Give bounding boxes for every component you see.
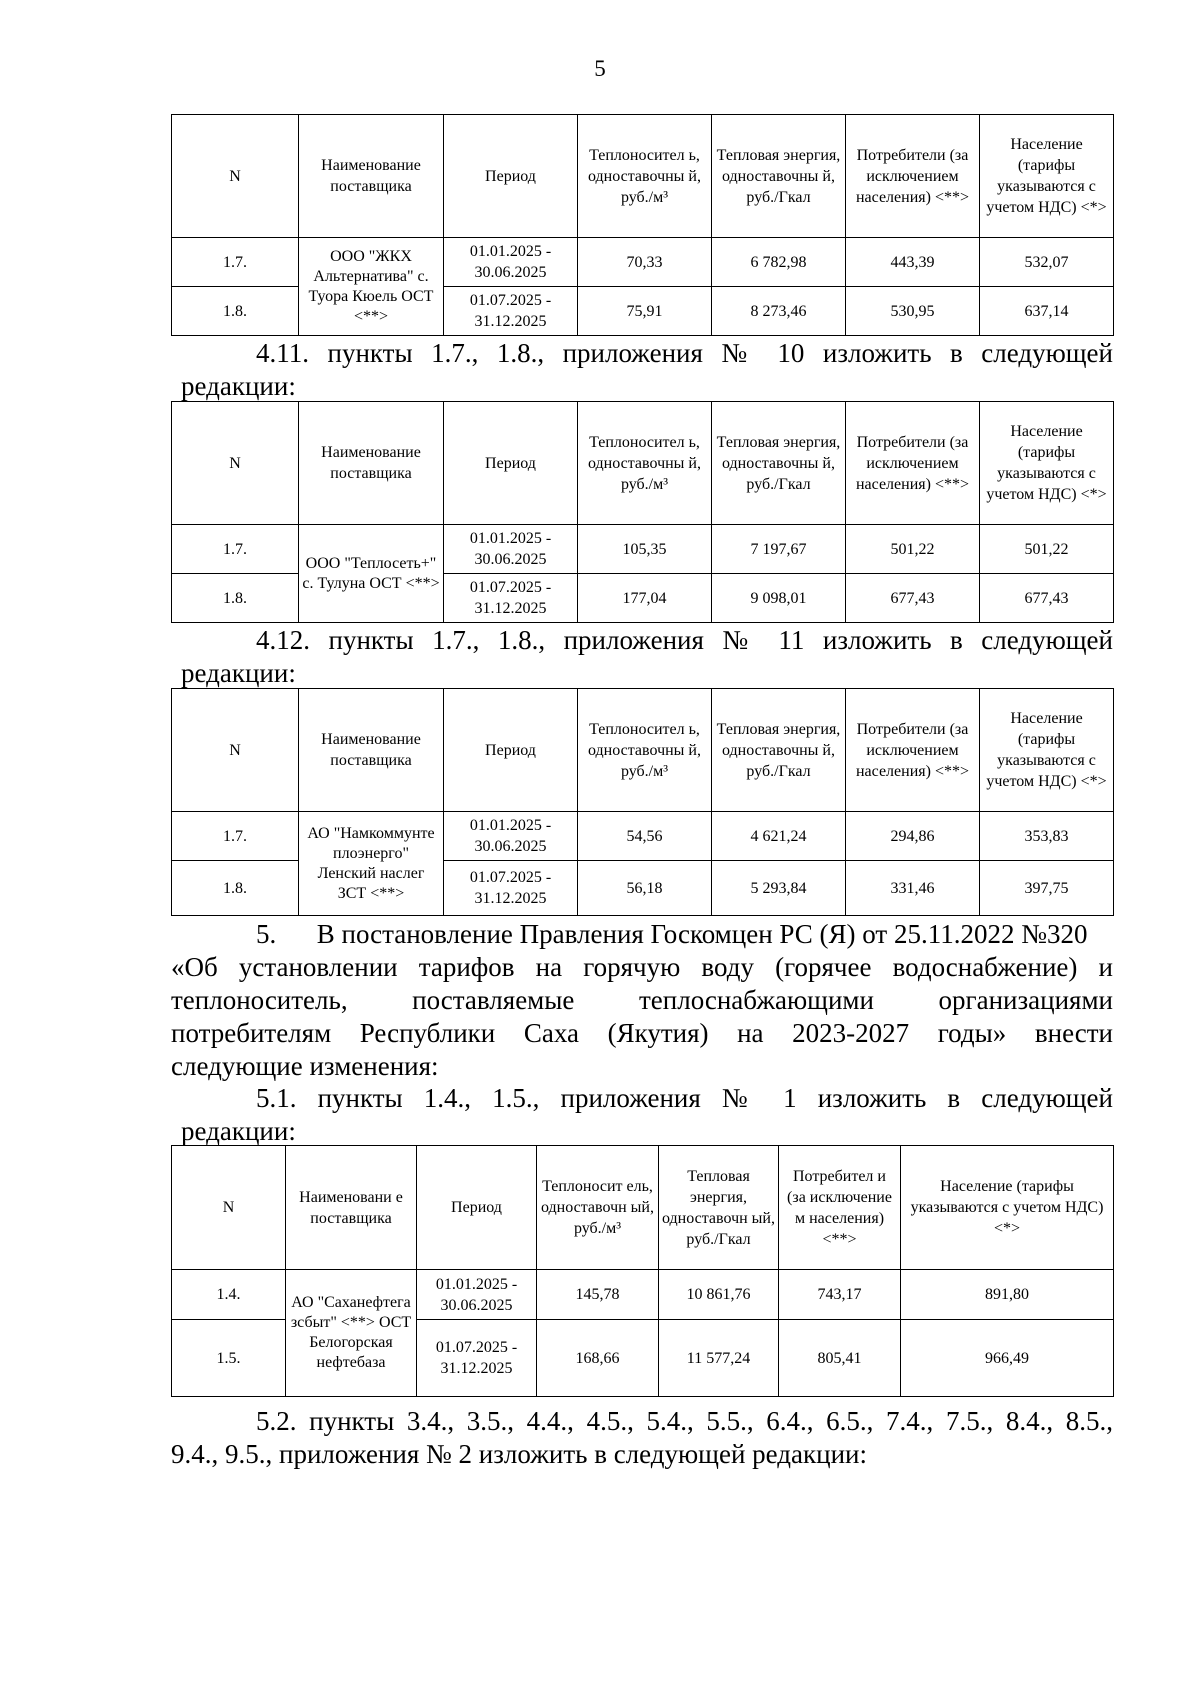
cell-supplier: АО "Намкоммунте плоэнерго" Ленский наслег ЗСТ <**> <box>299 812 444 916</box>
paragraph-line: редакции: <box>181 371 296 401</box>
paragraph-5-2 <box>171 1405 1113 1471</box>
cell-population: 677,43 <box>980 574 1114 623</box>
paragraph-line: 5.1. пункты 1.4., 1.5., приложения № 1 изложить в следующей <box>256 1083 1113 1113</box>
cell-heat-carrier: 70,33 <box>578 238 712 287</box>
tariff-table-3 <box>171 688 1114 916</box>
cell-period: 01.07.2025 - 31.12.2025 <box>444 861 578 916</box>
col-header-population: Население (тарифы указываются с учетом НДС) <*> <box>980 689 1114 812</box>
cell-heat-carrier: 168,66 <box>537 1320 659 1397</box>
cell-n: 1.8. <box>172 287 299 336</box>
col-header-n: N <box>172 689 299 812</box>
table-row <box>172 812 1114 861</box>
cell-consumers: 331,46 <box>846 861 980 916</box>
paragraph-line: следующие изменения: <box>171 1051 439 1081</box>
cell-n: 1.7. <box>172 525 299 574</box>
paragraph-line: «Об установлении тарифов на горячую воду (горячее водоснабжение) и <box>171 952 1113 982</box>
col-header-supplier: Наименование поставщика <box>299 115 444 238</box>
col-header-consumers: Потребител и (за исключение м населения) <**> <box>779 1146 901 1270</box>
paragraph-4-12 <box>171 624 1113 690</box>
cell-population: 532,07 <box>980 238 1114 287</box>
cell-period: 01.07.2025 - 31.12.2025 <box>417 1320 537 1397</box>
col-header-n: N <box>172 115 299 238</box>
col-header-heat-energy: Тепловая энергия, одноставочны й, руб./Гкал <box>712 402 846 525</box>
cell-supplier: ООО "ЖКХ Альтернатива" с. Туора Кюель ОСТ <**> <box>299 238 444 336</box>
cell-n: 1.8. <box>172 574 299 623</box>
col-header-heat-energy: Тепловая энергия, одноставочн ый, руб./Гкал <box>659 1146 779 1270</box>
table-header-row <box>172 115 1114 238</box>
cell-heat-energy: 5 293,84 <box>712 861 846 916</box>
table-header-row <box>172 402 1114 525</box>
col-header-heat-carrier: Теплоносит ель, одноставочн ый, руб./м³ <box>537 1146 659 1270</box>
col-header-period: Период <box>444 115 578 238</box>
col-header-consumers: Потребители (за исключением населения) <**> <box>846 402 980 525</box>
cell-period: 01.01.2025 - 30.06.2025 <box>417 1270 537 1320</box>
cell-heat-carrier: 105,35 <box>578 525 712 574</box>
table-row <box>172 238 1114 287</box>
cell-population: 353,83 <box>980 812 1114 861</box>
cell-heat-energy: 10 861,76 <box>659 1270 779 1320</box>
cell-n: 1.7. <box>172 812 299 861</box>
col-header-n: N <box>172 402 299 525</box>
cell-period: 01.01.2025 - 30.06.2025 <box>444 525 578 574</box>
paragraph-line: теплоноситель, поставляемые теплоснабжающими организациями <box>171 985 1113 1015</box>
paragraph-4-11 <box>171 337 1113 403</box>
cell-n: 1.5. <box>172 1320 286 1397</box>
cell-heat-carrier: 177,04 <box>578 574 712 623</box>
col-header-period: Период <box>444 402 578 525</box>
cell-heat-carrier: 75,91 <box>578 287 712 336</box>
paragraph-5-1 <box>171 1082 1113 1148</box>
cell-consumers: 443,39 <box>846 238 980 287</box>
cell-population: 637,14 <box>980 287 1114 336</box>
cell-heat-energy: 4 621,24 <box>712 812 846 861</box>
cell-n: 1.7. <box>172 238 299 287</box>
paragraph-line: 9.4., 9.5., приложения № 2 изложить в следующей редакции: <box>171 1439 867 1469</box>
col-header-period: Период <box>444 689 578 812</box>
cell-n: 1.4. <box>172 1270 286 1320</box>
cell-consumers: 677,43 <box>846 574 980 623</box>
cell-heat-energy: 9 098,01 <box>712 574 846 623</box>
paragraph-line: 5.2. пункты 3.4., 3.5., 4.4., 4.5., 5.4., 5.5., 6.4., 6.5., 7.4., 7.5., 8.4., 8.5., <box>256 1406 1113 1436</box>
table-row <box>172 1270 1114 1320</box>
col-header-population: Население (тарифы указываются с учетом НДС) <*> <box>980 402 1114 525</box>
cell-consumers: 501,22 <box>846 525 980 574</box>
col-header-consumers: Потребители (за исключением населения) <**> <box>846 115 980 238</box>
cell-population: 966,49 <box>901 1320 1114 1397</box>
cell-heat-energy: 11 577,24 <box>659 1320 779 1397</box>
cell-n: 1.8. <box>172 861 299 916</box>
table-header-row <box>172 1146 1114 1270</box>
cell-period: 01.01.2025 - 30.06.2025 <box>444 238 578 287</box>
col-header-population: Население (тарифы указываются с учетом НДС) <*> <box>980 115 1114 238</box>
cell-heat-carrier: 54,56 <box>578 812 712 861</box>
table-header-row <box>172 689 1114 812</box>
cell-consumers: 530,95 <box>846 287 980 336</box>
cell-period: 01.01.2025 - 30.06.2025 <box>444 812 578 861</box>
cell-population: 501,22 <box>980 525 1114 574</box>
col-header-heat-carrier: Теплоносител ь, одноставочны й, руб./м³ <box>578 115 712 238</box>
table-row <box>172 525 1114 574</box>
col-header-heat-carrier: Теплоносител ь, одноставочны й, руб./м³ <box>578 402 712 525</box>
tariff-table-4 <box>171 1145 1114 1397</box>
col-header-period: Период <box>417 1146 537 1270</box>
tariff-table-2 <box>171 401 1114 623</box>
cell-consumers: 743,17 <box>779 1270 901 1320</box>
cell-population: 891,80 <box>901 1270 1114 1320</box>
col-header-population: Население (тарифы указываются с учетом НДС) <*> <box>901 1146 1114 1270</box>
paragraph-line: потребителям Республики Саха (Якутия) на 2023-2027 годы» внести <box>171 1018 1113 1048</box>
col-header-heat-energy: Тепловая энергия, одноставочны й, руб./Гкал <box>712 689 846 812</box>
cell-heat-energy: 6 782,98 <box>712 238 846 287</box>
col-header-heat-energy: Тепловая энергия, одноставочны й, руб./Гкал <box>712 115 846 238</box>
col-header-supplier: Наименование поставщика <box>299 402 444 525</box>
cell-heat-energy: 8 273,46 <box>712 287 846 336</box>
col-header-supplier: Наименование поставщика <box>299 689 444 812</box>
cell-period: 01.07.2025 - 31.12.2025 <box>444 287 578 336</box>
col-header-heat-carrier: Теплоносител ь, одноставочны й, руб./м³ <box>578 689 712 812</box>
cell-consumers: 805,41 <box>779 1320 901 1397</box>
paragraph-line: 4.11. пункты 1.7., 1.8., приложения № 10 изложить в следующей <box>256 338 1113 368</box>
cell-supplier: ООО "Теплосеть+" с. Тулуна ОСТ <**> <box>299 525 444 623</box>
cell-consumers: 294,86 <box>846 812 980 861</box>
tariff-table-1 <box>171 114 1114 336</box>
paragraph-line: редакции: <box>181 658 296 688</box>
paragraph-line: редакции: <box>181 1116 296 1146</box>
cell-heat-carrier: 145,78 <box>537 1270 659 1320</box>
page-number: 5 <box>594 56 606 81</box>
col-header-consumers: Потребители (за исключением населения) <**> <box>846 689 980 812</box>
paragraph-5 <box>171 918 1113 1083</box>
col-header-supplier: Наименовани е поставщика <box>286 1146 417 1270</box>
paragraph-line: 4.12. пункты 1.7., 1.8., приложения № 11 изложить в следующей <box>256 625 1113 655</box>
paragraph-line: 5. В постановление Правления Госкомцен РС (Я) от 25.11.2022 №320 <box>256 919 1088 949</box>
cell-population: 397,75 <box>980 861 1114 916</box>
cell-heat-carrier: 56,18 <box>578 861 712 916</box>
cell-period: 01.07.2025 - 31.12.2025 <box>444 574 578 623</box>
col-header-n: N <box>172 1146 286 1270</box>
cell-supplier: АО "Саханефтега зсбыт" <**> ОСТ Белогорская нефтебаза <box>286 1270 417 1397</box>
cell-heat-energy: 7 197,67 <box>712 525 846 574</box>
